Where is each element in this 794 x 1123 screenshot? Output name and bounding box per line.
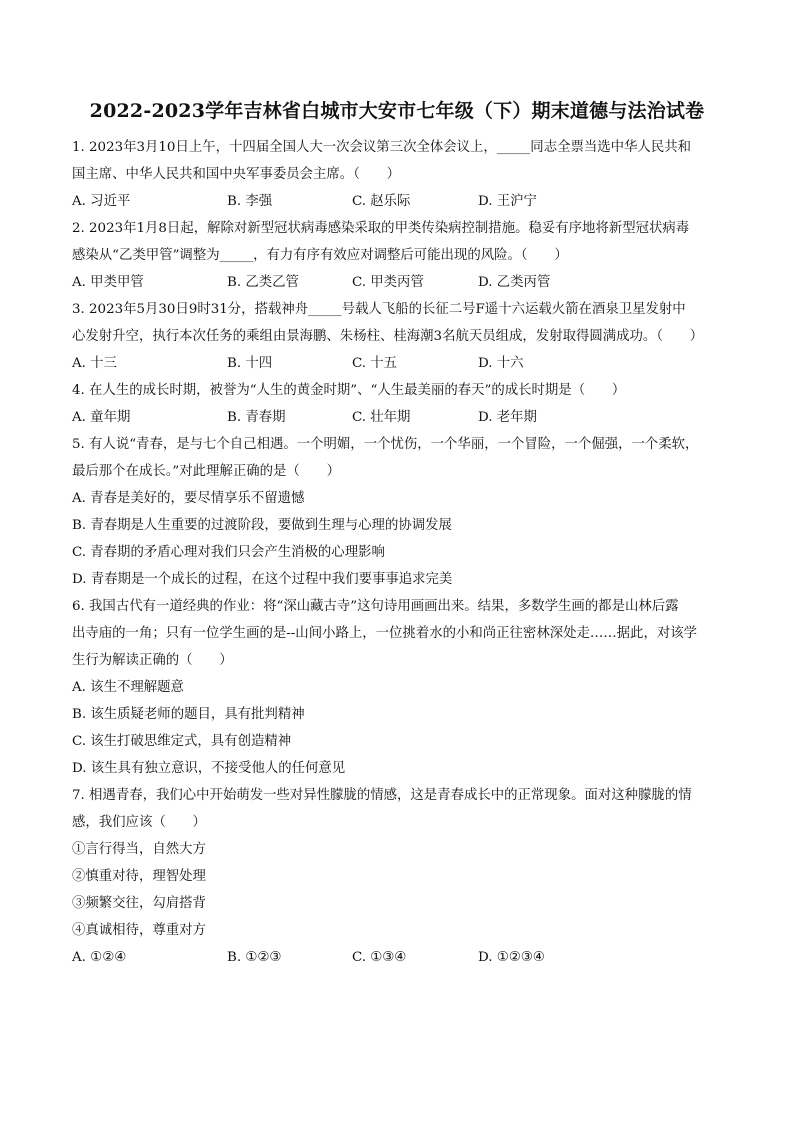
answer-option: B. 青春期是人生重要的过渡阶段，要做到生理与心理的协调发展 (72, 518, 452, 533)
question-3 (72, 296, 724, 377)
answer-option: A. 十三 (72, 356, 117, 371)
answer-options-row (72, 404, 724, 431)
answer-option: A. 习近平 (72, 194, 131, 209)
answer-option: C. 赵乐际 (352, 194, 411, 209)
question-6 (72, 593, 724, 782)
answer-option: A. 童年期 (72, 410, 131, 425)
question-stem-line: 感，我们应该（ ） (72, 815, 206, 830)
question-stem-line: 6. 我国古代有一道经典的作业：将“深山藏古寺”这句诗用画画出来。结果，多数学生画的都是山林后露 (72, 599, 679, 614)
answer-option: B. 十四 (227, 356, 273, 371)
question-stem-line: 2. 2023年1月8日起，解除对新型冠状病毒感染采取的甲类传染病控制措施。稳妥有序地将新型冠状病毒 (72, 221, 690, 236)
question-stem-line: 4. 在人生的成长时期，被誉为“人生的黄金时期”、“人生最美丽的春天”的成长时期是（ ） (72, 383, 626, 398)
question-stem-line: 国主席、中华人民共和国中央军事委员会主席。（ ） (72, 167, 401, 182)
question-stem-line: 最后那个在成长。”对此理解正确的是（ ） (72, 464, 340, 479)
answer-option: D. 青春期是一个成长的过程，在这个过程中我们要事事追求完美 (72, 572, 453, 587)
answer-option: ②慎重对待，理智处理 (72, 869, 206, 884)
question-stem-line: 出寺庙的一角；只有一位学生画的是--山间小路上，一位挑着水的小和尚正往密林深处走……据此，对该学 (72, 626, 698, 641)
answer-option: C. 青春期的矛盾心理对我们只会产生消极的心理影响 (72, 545, 385, 560)
answer-option: C. 十五 (352, 356, 398, 371)
answer-option: D. 王沪宁 (478, 194, 537, 209)
answer-options-row (72, 188, 724, 215)
question-stem-line: 5. 有人说“青春，是与七个自己相遇。一个明媚，一个忧伤，一个华丽，一个冒险，一个倔强，一个柔软， (72, 437, 699, 452)
answer-option: A. ①②④ (72, 950, 127, 965)
answer-option: ③频繁交往，勾肩搭背 (72, 896, 206, 911)
answer-options-row (72, 269, 724, 296)
question-stem-line: 生行为解读正确的（ ） (72, 653, 233, 668)
question-5 (72, 431, 724, 593)
answer-option: B. 该生质疑老师的题目，具有批判精神 (72, 707, 305, 722)
answer-option: C. 甲类丙管 (352, 275, 424, 290)
answer-option: C. 该生打破思维定式，具有创造精神 (72, 734, 292, 749)
answer-options-row (72, 944, 724, 971)
answer-option: C. 壮年期 (352, 410, 411, 425)
page-title: 2022-2023学年吉林省白城市大安市七年级（下）期末道德与法治试卷 (89, 100, 705, 122)
answer-option: C. ①③④ (352, 950, 407, 965)
answer-option: ①言行得当，自然大方 (72, 842, 206, 857)
question-stem-line: 心发射升空，执行本次任务的乘组由景海鹏、朱杨柱、桂海潮3名航天员组成，发射取得圆满成功。（ ） (72, 329, 704, 344)
question-stem-line: 1. 2023年3月10日上午，十四届全国人大一次会议第三次全体会议上，_____同志全票当选中华人民共和 (72, 140, 691, 155)
question-7 (72, 782, 724, 971)
question-stem-line: 感染从“乙类甲管”调整为_____，有力有序有效应对调整后可能出现的风险。（ ） (72, 248, 568, 263)
question-2 (72, 215, 724, 296)
answer-option: B. 李强 (227, 194, 273, 209)
answer-option: D. ①②③④ (478, 950, 545, 965)
question-stem-line: 7. 相遇青春，我们心中开始萌发一些对异性朦胧的情感，这是青春成长中的正常现象。面对这种朦胧的情 (72, 788, 692, 803)
answer-option: D. 乙类丙管 (478, 275, 551, 290)
answer-option: D. 十六 (478, 356, 524, 371)
answer-option: B. ①②③ (227, 950, 282, 965)
answer-option: D. 老年期 (478, 410, 537, 425)
question-stem-line: 3. 2023年5月30日9时31分，搭载神舟_____号载人飞船的长征二号F遥十六运载火箭在酒泉卫星发射中 (72, 302, 686, 317)
answer-option: A. 该生不理解题意 (72, 680, 184, 695)
question-1 (72, 134, 724, 215)
question-4 (72, 377, 724, 431)
answer-options-row (72, 350, 724, 377)
answer-option: D. 该生具有独立意识，不接受他人的任何意见 (72, 761, 346, 776)
answer-option: ④真诚相待，尊重对方 (72, 923, 206, 938)
answer-option: B. 乙类乙管 (227, 275, 299, 290)
answer-option: A. 甲类甲管 (72, 275, 144, 290)
question-list (72, 134, 724, 971)
answer-option: B. 青春期 (227, 410, 286, 425)
answer-option: A. 青春是美好的，要尽情享乐不留遗憾 (72, 491, 305, 506)
